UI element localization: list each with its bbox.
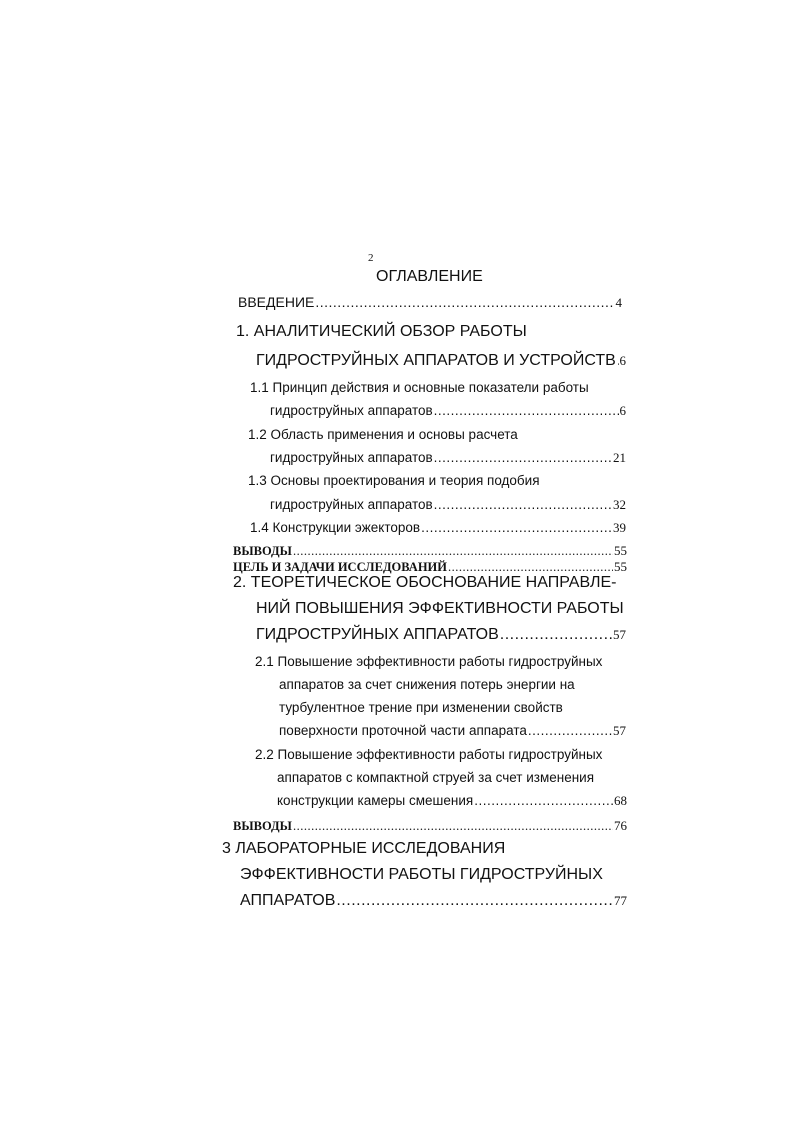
toc-page: 68 [614, 793, 627, 808]
toc-page: 55 [614, 543, 627, 558]
toc-label: ЦЕЛЬ И ЗАДАЧИ ИССЛЕДОВАНИЙ [233, 560, 448, 574]
toc-page: 77 [614, 893, 627, 908]
section-2-2-line2: аппаратов с компактной струей за счет изменения [277, 770, 595, 785]
section-2-1-line1: 2.1 Повышение эффективности работы гидроструйных [255, 654, 603, 669]
toc-label: поверхности проточной части аппарата [279, 723, 527, 738]
toc-title: ОГЛАВЛЕНИЕ [376, 268, 483, 285]
page-number: 2 [368, 252, 374, 264]
toc-label: ВВЕДЕНИЕ [238, 294, 315, 310]
section-1-3-line1: 1.3 Основы проектирования и теория подобия [248, 473, 540, 488]
toc-page: 4 [615, 295, 622, 310]
toc-label: гидроструйных аппаратов [270, 450, 433, 465]
section-1-2-line1: 1.2 Область применения и основы расчета [248, 427, 518, 442]
toc-entry-chapter-2 [256, 626, 626, 644]
toc-page: 57 [613, 627, 626, 642]
dot-leader [336, 892, 613, 910]
dot-leader [528, 723, 612, 738]
dot-leader [421, 520, 612, 535]
toc-page: 57 [613, 723, 626, 738]
toc-entry-intro [238, 294, 622, 311]
dot-leader [474, 793, 613, 808]
toc-page: 6 [619, 353, 626, 368]
toc-label: гидроструйных аппаратов [270, 497, 433, 512]
chapter-1-title-line1: 1. АНАЛИТИЧЕСКИЙ ОБЗОР РАБОТЫ [236, 323, 527, 340]
chapter-2-title-line2: НИЙ ПОВЫШЕНИЯ ЭФФЕКТИВНОСТИ РАБОТЫ [256, 600, 624, 617]
toc-entry-goals [233, 559, 627, 575]
toc-label: ГИДРОСТРУЙНЫХ АППАРАТОВ [256, 626, 499, 643]
dot-leader [617, 352, 619, 370]
toc-page: 76 [614, 818, 627, 833]
toc-label: ГИДРОСТРУЙНЫХ АППАРАТОВ И УСТРОЙСТВ [256, 352, 616, 369]
toc-entry-section-1-1 [270, 403, 626, 419]
dot-leader [434, 497, 612, 512]
toc-entry-conclusions-2 [233, 818, 627, 834]
toc-page: 21 [613, 450, 626, 465]
toc-entry-chapter-1 [256, 352, 626, 370]
dot-leader [448, 560, 613, 575]
toc-entry-section-2-2 [277, 793, 627, 809]
toc-label: АППАРАТОВ [240, 892, 336, 909]
toc-label: ВЫВОДЫ [233, 544, 292, 558]
toc-entry-section-1-2 [270, 450, 626, 466]
section-2-1-line2: аппаратов за счет снижения потерь энергии на [279, 677, 575, 692]
toc-label: ВЫВОДЫ [233, 819, 292, 833]
toc-entry-section-2-1 [279, 723, 626, 739]
toc-page: 55 [614, 559, 627, 574]
toc-entry-section-1-3 [270, 497, 626, 513]
toc-entry-conclusions-1 [233, 543, 627, 559]
dot-leader [434, 403, 619, 418]
toc-label: конструкции камеры смешения [277, 793, 474, 808]
toc-page: 6 [619, 403, 626, 418]
section-1-1-line1: 1.1 Принцип действия и основные показатели работы [250, 380, 589, 395]
dot-leader [434, 450, 612, 465]
dot-leader [293, 819, 613, 834]
dot-leader [500, 626, 612, 644]
dot-leader [293, 544, 613, 559]
chapter-2-title-line1: 2. ТЕОРЕТИЧЕСКОЕ ОБОСНОВАНИЕ НАПРАВЛЕ- [233, 574, 617, 591]
section-2-2-line1: 2.2 Повышение эффективности работы гидроструйных [255, 747, 603, 762]
toc-entry-section-1-4 [250, 520, 626, 536]
chapter-3-title-line1: 3 ЛАБОРАТОРНЫЕ ИССЛЕДОВАНИЯ [222, 840, 506, 857]
section-2-1-line3: турбулентное трение при изменении свойств [279, 700, 563, 715]
toc-label: гидроструйных аппаратов [270, 403, 433, 418]
toc-entry-chapter-3 [240, 892, 627, 910]
toc-label: 1.4 Конструкции эжекторов [250, 520, 421, 535]
toc-page: 32 [613, 497, 626, 512]
toc-page: 39 [613, 520, 626, 535]
chapter-3-title-line2: ЭФФЕКТИВНОСТИ РАБОТЫ ГИДРОСТРУЙНЫХ [240, 866, 603, 883]
dot-leader [315, 294, 614, 310]
